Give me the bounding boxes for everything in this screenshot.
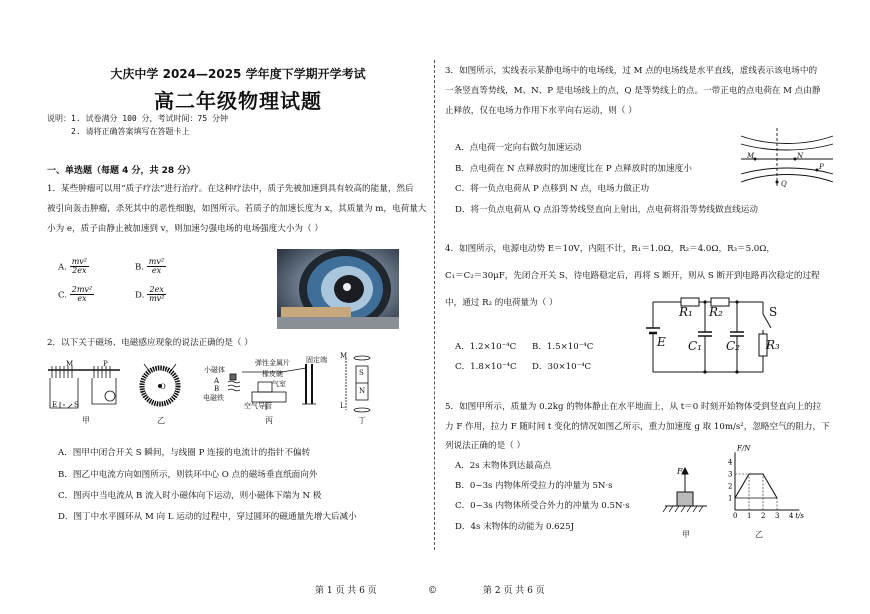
q2-label-air-chamber: 气室 bbox=[272, 380, 286, 388]
q1-option-d-fraction: $\frac{2ex}{\text{mv²}}$ bbox=[149, 285, 165, 304]
q5-stem-line2: 力 F 作用，拉力 F 随时间 t 变化的情况如图乙所示，重力加速度 g 取 10m/s²，忽略空气的阻力，下 bbox=[445, 422, 830, 432]
x-tick-label: 0 bbox=[733, 512, 738, 520]
q4-option-d[interactable]: D．30×10⁻⁴C bbox=[532, 362, 592, 372]
q1-stem-line3: 小为 e，质子由静止被加速到 v，则加速匀强电场的电场强度大小为（ ） bbox=[47, 224, 323, 234]
q2-label-ding-m: M bbox=[340, 352, 348, 360]
q2-label-air-pipe: 空气导管 bbox=[244, 402, 272, 410]
q3-stem-line1: 3．如图所示，实线表示某静电场中的电场线，过 M 点的电场线是水平直线，虚线表示该电场中的 bbox=[445, 66, 818, 76]
q2-label-spring: 弹性金属片 bbox=[255, 359, 290, 367]
q1-option-b-fraction: $\frac{\text{mv²}}{ex}$ bbox=[148, 257, 165, 276]
q4-stem-line1: 4．如图所示，电源电动势 E＝10V，内阻不计，R₁＝1.0Ω，R₂＝4.0Ω，R₃＝5.0Ω， bbox=[445, 244, 775, 254]
q4-label-e: E bbox=[657, 335, 666, 349]
q2-label-ding-n: N bbox=[359, 387, 366, 395]
q1-option-b-label: B. bbox=[135, 262, 145, 273]
q2-stem: 2．以下关于磁场、电磁感应现象的说法正确的是（ ） bbox=[47, 338, 253, 348]
q5-option-c[interactable]: C．0~3s 内物体所受合外力的冲量为 0.5N·s bbox=[455, 501, 630, 511]
q2-fig-yi-caption: 乙 bbox=[157, 416, 165, 425]
q3-option-b[interactable]: B．点电荷在 N 点释放时的加速度比在 P 点释放时的加速度小 bbox=[455, 164, 692, 174]
q1-option-a-label: A. bbox=[58, 262, 67, 273]
q2-label-e: E bbox=[52, 401, 58, 409]
footer-right-page-number: 第 2 页 共 6 页 bbox=[483, 586, 545, 596]
q3-label-p: P bbox=[819, 163, 824, 171]
q5-option-a[interactable]: A．2s 末物体到达最高点 bbox=[455, 461, 552, 471]
q5-stem-line3: 列说法正确的是（ ） bbox=[445, 441, 526, 451]
q5-stem-line1: 5．如图甲所示，质量为 0.2kg 的物体静止在水平地面上，从 t＝0 时刻开始物体受到竖直向上的拉 bbox=[445, 402, 822, 412]
q3-stem-line2: 一条竖直等势线，M、N、P 是电场线上的点，Q 是等势线上的点。一带正电的点电荷在 M 点由静 bbox=[445, 86, 821, 96]
q4-option-b[interactable]: B．1.5×10⁻⁴C bbox=[532, 342, 594, 352]
x-tick-label: 1 bbox=[747, 512, 752, 520]
q2-label-fixed-end: 固定端 bbox=[306, 356, 327, 364]
x-tick-label: 3 bbox=[775, 512, 780, 520]
q2-label-rubber: 橡皮碗 bbox=[262, 370, 283, 378]
q2-fig-bing-caption: 丙 bbox=[265, 416, 273, 425]
q3-label-n: N bbox=[797, 152, 804, 160]
q2-label-ding-l: L bbox=[340, 402, 345, 410]
y-axis-label: F/N bbox=[737, 444, 751, 453]
q3-option-d[interactable]: D．将一负点电荷从 Q 点沿等势线竖直向上射出，点电荷将沿等势线做直线运动 bbox=[455, 205, 758, 215]
q4-label-c2: C₂ bbox=[726, 339, 740, 353]
footer-left-page-number: 第 1 页 共 6 页 bbox=[315, 586, 377, 596]
q5-option-b[interactable]: B．0~3s 内物体所受拉力的冲量为 5N·s bbox=[455, 481, 613, 491]
section-heading: 一、单选题（每题 4 分，共 28 分） bbox=[47, 166, 196, 176]
exam-notes bbox=[47, 114, 228, 140]
q3-stem-line3: 止释放，仅在电场力作用下水平向右运动，则（ ） bbox=[445, 106, 637, 116]
x-axis-label: t/s bbox=[795, 512, 804, 520]
q2-fig-ding-caption: 丁 bbox=[358, 416, 366, 425]
q2-option-b[interactable]: B．图乙中电流方向如图所示，则铁环中心 O 点的磁场垂直纸面向外 bbox=[58, 470, 318, 480]
q1-option-b[interactable] bbox=[135, 258, 166, 276]
q1-option-c[interactable] bbox=[58, 286, 94, 304]
q3-option-a[interactable]: A．点电荷一定向右做匀加速运动 bbox=[455, 143, 582, 153]
school-exam-title: 大庆中学 2024—2025 学年度下学期开学考试 bbox=[110, 67, 366, 81]
q1-option-c-label: C. bbox=[58, 290, 68, 301]
q2-label-a: A bbox=[214, 377, 220, 385]
q2-figure-ding-magnet-ring bbox=[340, 352, 380, 416]
q5-fig-jia-caption: 甲 bbox=[682, 530, 690, 539]
q4-label-c1: C₁ bbox=[688, 339, 702, 353]
q3-label-q: Q bbox=[781, 180, 787, 188]
q2-option-c[interactable]: C．图丙中当电流从 B 流入时小磁体向下运动，则小磁体下端为 N 极 bbox=[58, 491, 322, 501]
q1-option-c-fraction: $\frac{\text{2mv²}}{ex}$ bbox=[71, 285, 93, 304]
q2-label-ding-s: S bbox=[359, 369, 364, 377]
q1-option-a-fraction: $\frac{\text{mv²}}{2ex}$ bbox=[71, 257, 87, 276]
q1-option-d-label: D. bbox=[135, 290, 145, 301]
q4-label-r3: R₃ bbox=[766, 338, 780, 352]
q4-option-a[interactable]: A．1.2×10⁻⁴C bbox=[455, 342, 517, 352]
y-tick-label: 3 bbox=[728, 470, 733, 479]
y-tick-label: 4 bbox=[728, 458, 733, 467]
q2-label-m: M bbox=[66, 360, 74, 368]
q1-stem-line1: 1．某些肿瘤可以用“质子疗法”进行治疗。在这种疗法中，质子先被加速到具有较高的能量，然后 bbox=[47, 184, 414, 194]
q2-label-o: O bbox=[160, 383, 166, 391]
q4-stem-line2: C₁＝C₂＝30μF，先闭合开关 S，待电路稳定后，再将 S 断开，则从 S 断开到电路再次稳定的过程 bbox=[445, 271, 820, 281]
q1-stem-line2: 被引向轰击肿瘤，杀死其中的恶性细胞，如图所示。若质子的加速长度为 x，其质量为 m，电荷量大 bbox=[47, 204, 427, 214]
force-line bbox=[735, 474, 777, 498]
footer-copyright: © bbox=[428, 586, 437, 596]
q5-option-d[interactable]: D．4s 末物体的动能为 0.625J bbox=[455, 522, 575, 532]
q4-label-r1: R₁ bbox=[679, 305, 693, 319]
q4-stem-line3: 中，通过 R₂ 的电荷量为（ ） bbox=[445, 298, 558, 308]
x-tick-label: 4 bbox=[789, 512, 794, 520]
q2-option-d[interactable]: D．图丁中水平圆环从 M 向 L 运动的过程中，穿过圆环的磁通量先增大后减小 bbox=[58, 512, 357, 522]
x-tick-label: 2 bbox=[761, 512, 766, 520]
q5-fig-yi-caption: 乙 bbox=[755, 530, 763, 539]
q3-label-m: M bbox=[747, 152, 755, 160]
q2-fig-jia-caption: 甲 bbox=[82, 416, 90, 425]
q4-option-c[interactable]: C．1.8×10⁻⁴C bbox=[455, 362, 517, 372]
q4-label-s: S bbox=[769, 305, 778, 319]
subject-title: 高二年级物理试题 bbox=[154, 89, 322, 113]
q5-force-time-chart bbox=[721, 440, 804, 524]
q5-label-f: F bbox=[677, 467, 683, 476]
q5-figure-jia-block bbox=[661, 462, 711, 516]
note-line-2: 2. 请将正确答案填写在答题卡上 bbox=[71, 126, 190, 136]
q1-option-d[interactable] bbox=[135, 286, 166, 304]
q3-option-c[interactable]: C．将一负点电荷从 P 点移到 N 点，电场力做正功 bbox=[455, 184, 650, 194]
q2-label-b: B bbox=[214, 385, 220, 393]
q4-label-r2: R₂ bbox=[709, 305, 723, 319]
y-tick-label: 1 bbox=[728, 494, 733, 503]
y-tick-label: 2 bbox=[728, 482, 733, 491]
q2-label-electromagnet: 电磁铁 bbox=[203, 394, 224, 402]
proton-therapy-photo bbox=[277, 249, 399, 329]
q2-label-small-magnet: 小磁体 bbox=[204, 366, 225, 374]
q2-option-a[interactable]: A．图甲中闭合开关 S 瞬间，与线圈 P 连接的电流计的指针不偏转 bbox=[58, 448, 311, 458]
note-line-1: 说明：1. 试卷满分 100 分，考试时间：75 分钟 bbox=[47, 114, 228, 123]
right-page bbox=[435, 0, 870, 614]
q1-option-a[interactable] bbox=[58, 258, 89, 276]
q2-label-p: P bbox=[103, 360, 108, 368]
q2-label-s: S bbox=[74, 401, 79, 409]
